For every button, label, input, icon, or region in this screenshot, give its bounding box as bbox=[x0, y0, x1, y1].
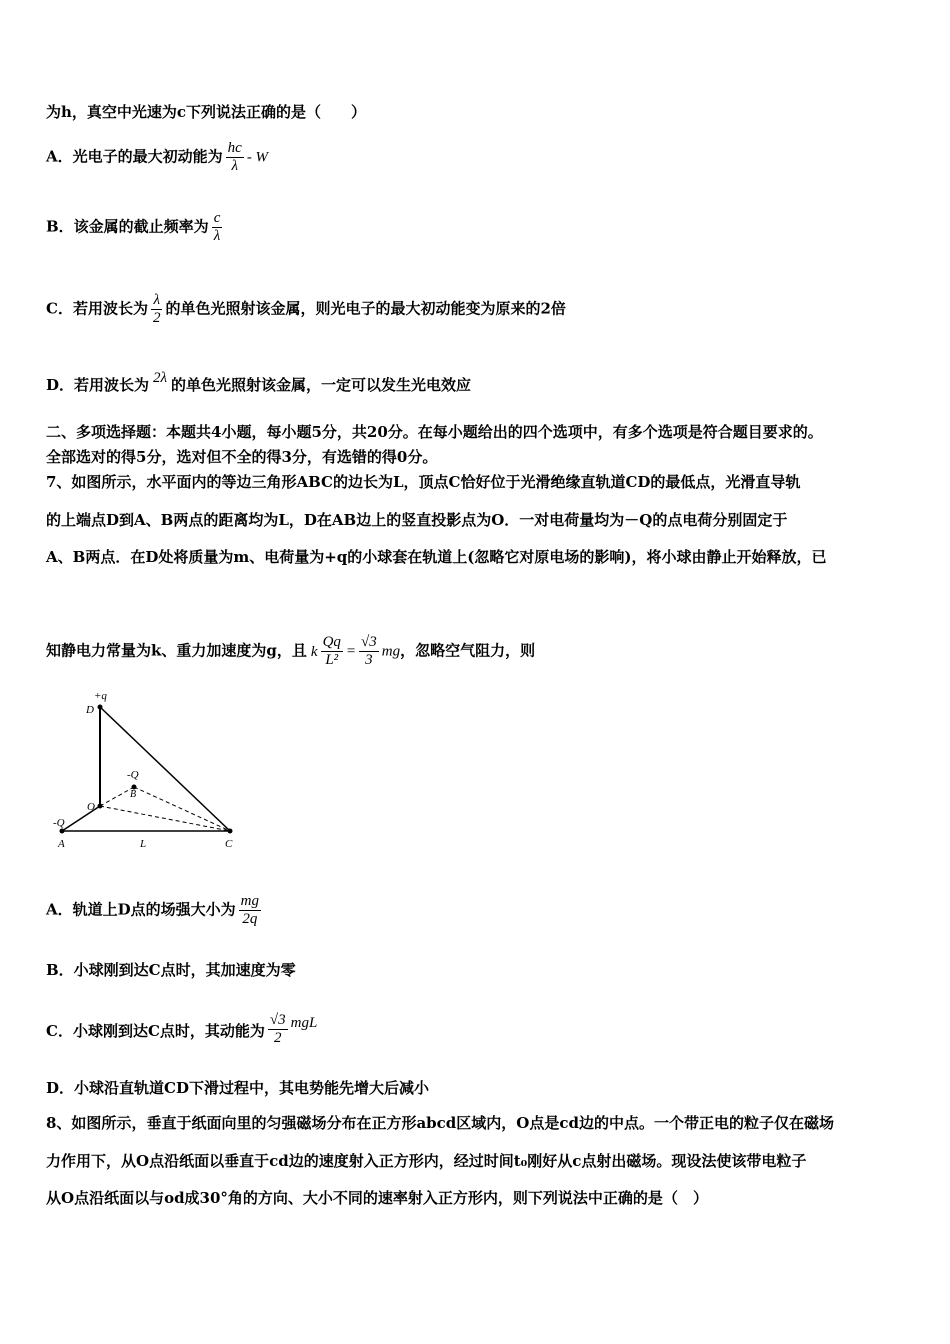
q6-option-c-prefix: C．若用波长为 bbox=[46, 299, 148, 318]
q6-option-c-num: λ bbox=[153, 292, 160, 308]
q7-option-a-prefix: A．轨道上D点的场强大小为 bbox=[46, 900, 236, 919]
q6-option-a-tail: - W bbox=[246, 149, 269, 166]
q7-line4 bbox=[46, 634, 535, 669]
q7-fig-label-c: C bbox=[225, 838, 233, 850]
q6-option-c-den: 2 bbox=[152, 310, 161, 326]
q8-line1: 8、如图所示，垂直于纸面向里的匀强磁场分布在正方形abcd区域内，O点是cd边的中点。一个带正电的粒子仅在磁场 bbox=[46, 1114, 834, 1132]
q7-fig-label-minus-q-b: -Q bbox=[127, 769, 139, 781]
q7-fig-line-oc bbox=[100, 806, 230, 831]
q7-eq-equals: = bbox=[345, 643, 357, 660]
q6-option-d-tail: 的单色光照射该金属，一定可以发生光电效应 bbox=[171, 376, 472, 394]
q7-option-d: D．小球沿直轨道CD下滑过程中，其电势能先增大后减小 bbox=[46, 1079, 429, 1097]
q7-fig-label-o: O bbox=[87, 801, 95, 813]
q6-option-a-prefix: A．光电子的最大初动能为 bbox=[46, 147, 223, 166]
q6-option-c-fraction bbox=[151, 292, 163, 327]
q6-option-b-fraction bbox=[212, 210, 223, 245]
q8-line2: 力作用下，从O点沿纸面以垂直于cd边的速度射入正方形内，经过时间t₀刚好从c点射出磁场。现设法使该带电粒子 bbox=[46, 1152, 807, 1170]
q6-option-a bbox=[46, 140, 268, 175]
q7-eq-fraction-right bbox=[359, 634, 379, 669]
q7-eq-den: L² bbox=[321, 651, 343, 669]
q7-figure bbox=[50, 686, 250, 854]
q7-fig-line-dc bbox=[100, 707, 230, 831]
q6-option-a-fraction bbox=[226, 140, 244, 175]
q7-option-c-prefix: C．小球刚到达C点时，其动能为 bbox=[46, 1022, 265, 1040]
q7-option-c-num: √3 bbox=[269, 1012, 286, 1028]
q7-option-c-den: 2 bbox=[268, 1029, 288, 1047]
q7-fig-point-d bbox=[98, 705, 103, 710]
q7-eq-rden: 3 bbox=[359, 651, 379, 669]
q7-eq-rnum: √3 bbox=[361, 634, 377, 650]
q7-line2: 的上端点D到A、B两点的距离均为L，D在AB边上的竖直投影点为O．一对电荷量均为－Q的点电荷分别固定于 bbox=[46, 511, 788, 529]
q7-line4-prefix: 知静电力常量为k、重力加速度为g，且 bbox=[46, 641, 307, 660]
q8-line3: 从O点沿纸面以与od成30°角的方向、大小不同的速率射入正方形内，则下列说法中正确的是（ ） bbox=[46, 1189, 708, 1207]
q7-line4-tail: ，忽略空气阻力，则 bbox=[400, 641, 536, 660]
q7-fig-point-a bbox=[60, 829, 65, 834]
q7-fig-label-plus-q: +q bbox=[94, 690, 107, 702]
q7-eq-fraction-left bbox=[321, 634, 343, 669]
q6-option-d bbox=[46, 370, 472, 396]
q7-option-c-tail: mgL bbox=[290, 1015, 318, 1031]
q6-option-a-den: λ bbox=[226, 157, 244, 175]
section2-line1: 二、多项选择题：本题共4小题，每小题5分，共20分。在每小题给出的四个选项中，有多个选项是符合题目要求的。 bbox=[46, 423, 823, 441]
q7-fig-line-bc bbox=[134, 787, 230, 831]
q7-option-c-fraction bbox=[268, 1012, 288, 1047]
q7-option-b: B．小球刚到达C点时，其加速度为零 bbox=[46, 961, 296, 979]
q7-fig-label-d: D bbox=[86, 704, 94, 716]
q7-option-c bbox=[46, 1012, 317, 1047]
q7-fig-line-ob bbox=[100, 787, 137, 806]
q6-option-d-prefix: D．若用波长为 bbox=[46, 376, 150, 394]
q7-fig-label-b: B bbox=[130, 789, 137, 800]
q6-option-c bbox=[46, 292, 566, 327]
q7-eq-rtail: mg bbox=[381, 643, 401, 660]
q7-fig-label-minus-q-a: -Q bbox=[53, 817, 65, 829]
q7-line1: 7、如图所示，水平面内的等边三角形ABC的边长为L，顶点C恰好位于光滑绝缘直轨道CD的最低点，光滑直导轨 bbox=[46, 473, 801, 491]
q7-option-a-fraction bbox=[239, 893, 261, 928]
q7-line3: A、B两点．在D处将质量为m、电荷量为+q的小球套在轨道上(忽略它对原电场的影响)，将小球由静止开始释放，已 bbox=[46, 548, 827, 566]
q6-option-b-num: c bbox=[213, 210, 221, 226]
section2-line2: 全部选对的得5分，选对但不全的得3分，有选错的得0分。 bbox=[46, 448, 438, 466]
q6-option-d-math: 2λ bbox=[153, 370, 168, 386]
q7-fig-label-l: L bbox=[140, 838, 147, 850]
q7-fig-point-c bbox=[228, 829, 233, 834]
q6-option-c-tail: 的单色光照射该金属，则光电子的最大初动能变为原来的2倍 bbox=[165, 299, 566, 318]
q7-eq-k: k bbox=[310, 643, 318, 660]
q7-option-a bbox=[46, 893, 264, 928]
q7-option-a-den: 2q bbox=[239, 910, 261, 928]
q6-option-b-prefix: B．该金属的截止频率为 bbox=[46, 217, 209, 236]
q6-stem-tail: 为h，真空中光速为c下列说法正确的是（ ） bbox=[46, 103, 367, 121]
q7-eq-num: Qq bbox=[322, 634, 341, 650]
q7-fig-label-a: A bbox=[58, 838, 65, 850]
q6-option-b-den: λ bbox=[212, 227, 223, 245]
q6-option-b bbox=[46, 210, 225, 245]
q6-option-a-num: hc bbox=[227, 140, 242, 156]
q7-option-a-num: mg bbox=[240, 893, 259, 909]
q7-fig-point-o bbox=[98, 804, 103, 809]
